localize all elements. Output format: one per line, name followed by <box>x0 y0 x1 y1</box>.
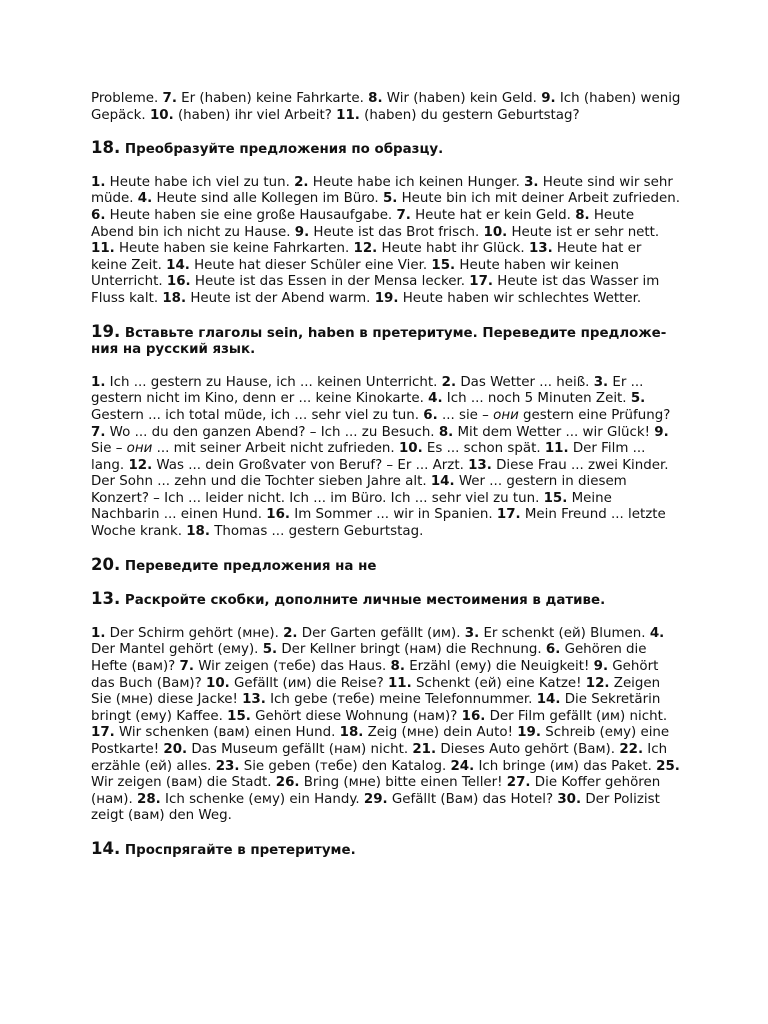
sentence-text: Er (haben) keine Fahrkarte. <box>176 91 369 106</box>
sentence-text: Heute sind wir sehr müde. <box>91 174 673 207</box>
sentence-text: Mein Freund ... letzte Woche krank. <box>91 507 666 540</box>
item-number: 2. <box>283 625 298 641</box>
sentence-text: Erzähl (ему) die Neuigkeit! <box>404 659 594 675</box>
sentence-text: Die Koffer gehören (нам). <box>91 775 661 807</box>
sentence-text: Es ... schon spät. <box>422 441 545 457</box>
item-number: 16. <box>266 507 290 523</box>
item-number: 9. <box>294 224 310 240</box>
item-number: 5. <box>262 642 278 658</box>
italic-gloss: они <box>126 441 153 457</box>
item-number: 18. <box>339 725 364 741</box>
exercise-title: Преобразуйте предложения по образцу. <box>124 142 444 158</box>
sentence-text: Heute ist das Brot frisch. <box>309 224 484 240</box>
item-number: 14. <box>166 257 190 273</box>
item-number: 5. <box>630 391 646 407</box>
item-number: 12. <box>128 457 153 473</box>
item-number: 10. <box>206 675 230 691</box>
block-spacer <box>91 159 681 175</box>
sentence-text: Heute sind alle Kollegen im Büro. <box>152 191 383 207</box>
item-number: 30. <box>557 791 582 807</box>
sentence-text: Zeig (мне) dein Auto! <box>363 725 518 741</box>
item-number: 7. <box>91 424 106 440</box>
item-number: 17. <box>469 274 493 290</box>
sentence-text: Bring (мне) bitte einen Teller! <box>299 775 507 791</box>
sentence-text: Zeigen Sie (мне) diese Jacke! <box>91 675 661 708</box>
sentence-text: Gefällt (Вам) das Hotel? <box>387 791 558 807</box>
item-number: 17. <box>496 507 521 523</box>
sentence-text: Der Mantel gehört (ему). <box>91 642 263 658</box>
sentence-text: Wir schenken (вам) einen Hund. <box>114 725 340 741</box>
item-number: 18. <box>186 524 210 540</box>
exercise-text <box>91 91 681 124</box>
item-number: 1. <box>91 625 106 641</box>
item-number: 13. <box>468 457 492 473</box>
item-number: 18. <box>162 290 187 306</box>
sentence-text: Mit dem Wetter ... wir Glück! <box>453 424 655 440</box>
item-number: 11. <box>91 241 115 257</box>
exercise-title: Переведите предложения на не <box>124 558 377 574</box>
sentence-text: Heute ist der Abend warm. <box>186 290 375 306</box>
item-number: 28. <box>137 791 161 807</box>
sentence-text: Ich (haben) wenig Gepäck. <box>91 91 681 123</box>
item-number: 3. <box>593 374 609 390</box>
item-number: 8. <box>438 424 454 440</box>
item-number: 12. <box>585 675 610 691</box>
item-number: 5. <box>382 191 398 207</box>
sentence-text: Heute ist er sehr nett. <box>507 224 660 240</box>
sentence-text: Heute habe ich keinen Hunger. <box>308 174 525 190</box>
item-number: 17. <box>91 725 115 741</box>
sentence-text: Heute hat dieser Schüler eine Vier. <box>189 257 432 273</box>
item-number: 9. <box>593 659 609 675</box>
sentence-text: ... sie – <box>437 407 494 423</box>
sentence-text: Der Schirm gehört (мне). <box>105 625 284 641</box>
item-number: 1. <box>91 174 106 190</box>
sentence-text: Heute haben sie eine große Hausaufgabe. <box>105 207 397 223</box>
sentence-text: Wer ... gestern in diesem Konzert? – Ich ... leider nicht. Ich ... im Büro. Ich ... sehr viel zu tun. <box>91 474 627 506</box>
sentence-text: Der Kellner bringt (нам) die Rechnung. <box>277 642 546 658</box>
exercise-number: 13. <box>91 589 121 609</box>
item-number: 10. <box>483 224 508 240</box>
italic-gloss: они <box>493 407 519 423</box>
item-number: 11. <box>544 441 569 457</box>
item-number: 8. <box>390 659 405 675</box>
block-spacer <box>91 308 681 324</box>
sentence-text: Der Garten gefällt (им). <box>297 625 465 641</box>
sentence-text: Im Sommer ... wir in Spanien. <box>290 507 497 523</box>
exercise-number: 14. <box>91 838 121 858</box>
exercise-number: 18. <box>91 138 121 158</box>
sentence-text: Heute haben sie keine Fahrkarten. <box>114 241 354 257</box>
sentence-text: Sie – <box>91 441 127 457</box>
item-number: 8. <box>368 91 383 106</box>
exercise-text <box>91 626 681 825</box>
sentence-text: Ich bringe (им) das Paket. <box>474 758 657 774</box>
item-number: 27. <box>506 775 531 791</box>
item-number: 19. <box>374 290 399 306</box>
item-number: 10. <box>149 107 174 123</box>
sentence-text: Ich gebe (тебе) meine Telefonnummer. <box>265 692 537 708</box>
sentence-text: Wir zeigen (вам) die Stadt. <box>91 775 276 791</box>
block-spacer <box>91 575 681 591</box>
item-number: 15. <box>227 708 251 724</box>
item-number: 13. <box>242 692 266 708</box>
sentence-text: Ich schenke (ему) ein Handy. <box>160 791 364 807</box>
sentence-text: Sie geben (тебе) den Katalog. <box>239 758 451 774</box>
exercise-text <box>91 375 681 541</box>
item-number: 23. <box>215 758 240 774</box>
item-number: 4. <box>428 391 443 407</box>
sentence-text: Gestern ... ich total müde, ich ... sehr viel zu tun. <box>91 407 424 423</box>
sentence-text: Schenkt (ей) eine Katze! <box>411 675 586 691</box>
item-number: 25. <box>656 758 680 774</box>
sentence-text: Heute habt ihr Glück. <box>377 241 529 257</box>
sentence-text: Der Polizist zeigt (вам) den Weg. <box>91 791 660 824</box>
item-number: 7. <box>179 659 194 675</box>
sentence-text: Das Wetter ... heiß. <box>456 374 594 390</box>
item-number: 2. <box>294 174 309 190</box>
item-number: 14. <box>536 692 561 708</box>
item-number: 3. <box>524 174 539 190</box>
sentence-text: Gehören die Hefte (вам)? <box>91 642 647 675</box>
sentence-text: (haben) du gestern Geburtstag? <box>359 107 580 123</box>
item-number: 15. <box>543 490 568 506</box>
item-number: 6. <box>423 407 438 423</box>
sentence-text: Wir (haben) kein Geld. <box>382 91 542 106</box>
sentence-text: Schreib (ему) eine Postkarte! <box>91 725 670 757</box>
sentence-text: (haben) ihr viel Arbeit? <box>173 107 337 123</box>
sentence-text: Meine Nachbarin ... einen Hund. <box>91 490 612 523</box>
sentence-text: Gefällt (им) die Reise? <box>229 675 388 691</box>
sentence-text: Probleme. <box>91 91 163 106</box>
exercise-number: 19. <box>91 321 121 341</box>
item-number: 19. <box>517 725 541 741</box>
item-number: 24. <box>450 758 475 774</box>
block-spacer <box>91 825 681 841</box>
item-number: 13. <box>528 241 553 257</box>
item-number: 26. <box>275 775 300 791</box>
item-number: 9. <box>654 424 669 440</box>
sentence-text: Dieses Auto gehört (Вам). <box>436 742 620 757</box>
sentence-text: Ich erzähle (ей) alles. <box>91 742 668 774</box>
exercise-heading <box>91 140 681 159</box>
item-number: 16. <box>166 274 191 290</box>
sentence-text: Heute Abend bin ich nicht zu Hause. <box>91 207 635 240</box>
sentence-text: Wir zeigen (тебе) das Haus. <box>193 659 391 675</box>
sentence-text: Heute haben wir schlechtes Wetter. <box>398 290 642 306</box>
block-spacer <box>91 359 681 375</box>
sentence-text: Heute hat er keine Zeit. <box>91 241 642 273</box>
item-number: 6. <box>91 207 106 223</box>
item-number: 7. <box>396 207 411 223</box>
sentence-text: Die Sekretärin bringt (ему) Kaffee. <box>91 692 661 724</box>
sentence-text: Der Film ... lang. <box>91 441 646 473</box>
item-number: 10. <box>398 441 423 457</box>
item-number: 16. <box>461 708 486 724</box>
item-number: 4. <box>649 625 665 641</box>
item-number: 2. <box>441 374 457 390</box>
sentence-text: Thomas ... gestern Geburtstag. <box>209 524 424 540</box>
item-number: 8. <box>575 207 590 223</box>
exercise-title: Раскройте скобки, дополните личные местоимения в дативе. <box>124 593 606 609</box>
exercise-heading <box>91 554 681 576</box>
item-number: 11. <box>336 107 360 123</box>
exercise-number: 20. <box>91 554 121 574</box>
sentence-text: Er schenkt (ей) Blumen. <box>479 625 650 641</box>
exercise-heading <box>91 591 681 610</box>
block-spacer <box>91 541 681 557</box>
sentence-text: Ich ... gestern zu Hause, ich ... keinen Unterricht. <box>105 374 442 390</box>
exercise-heading <box>91 838 681 860</box>
sentence-text: Das Museum gefällt (нам) nicht. <box>187 742 413 757</box>
block-spacer <box>91 610 681 626</box>
exercise-title: Вставьте глаголы sein, haben в претеритуме. Переведите предложе- ния на русский язык. <box>91 325 667 358</box>
sentence-text: Der Film gefällt (им) nicht. <box>485 708 668 724</box>
sentence-text: ... mit seiner Arbeit nicht zufrieden. <box>152 441 399 457</box>
sentence-text: Heute ist das Essen in der Mensa lecker. <box>190 274 470 290</box>
item-number: 15. <box>431 257 456 273</box>
sentence-text: Heute bin ich mit deiner Arbeit zufrieden. <box>397 191 680 207</box>
sentence-text: Heute ist das Wasser im Fluss kalt. <box>91 274 660 306</box>
sentence-text: Heute haben wir keinen Unterricht. <box>91 257 619 290</box>
exercise-heading <box>91 321 681 359</box>
sentence-text: Diese Frau ... zwei Kinder. Der Sohn ... zehn und die Tochter sieben Jahre alt. <box>91 457 669 490</box>
item-number: 11. <box>387 675 412 691</box>
sentence-text: Heute habe ich viel zu tun. <box>105 174 295 190</box>
item-number: 4. <box>137 191 153 207</box>
item-number: 29. <box>363 791 388 807</box>
item-number: 12. <box>353 241 378 257</box>
sentence-text: Heute hat er kein Geld. <box>410 207 576 223</box>
sentence-text: Gehört diese Wohnung (нам)? <box>250 708 462 724</box>
sentence-text: gestern eine Prüfung? <box>518 407 671 423</box>
item-number: 9. <box>541 91 556 106</box>
item-number: 21. <box>412 742 437 757</box>
item-number: 22. <box>619 742 644 757</box>
item-number: 14. <box>430 474 455 490</box>
item-number: 6. <box>545 642 561 658</box>
exercise-text <box>91 175 681 308</box>
item-number: 3. <box>464 625 480 641</box>
item-number: 20. <box>163 742 188 757</box>
exercise-title: Проспрягайте в претеритуме. <box>124 842 356 858</box>
document-page <box>91 91 681 860</box>
item-number: 7. <box>162 91 177 106</box>
item-number: 1. <box>91 374 106 390</box>
sentence-text: Er ... gestern nicht im Kino, denn er ... keine Kinokarte. <box>91 374 644 407</box>
sentence-text: Was ... dein Großvater von Beruf? – Er ... Arzt. <box>152 457 469 473</box>
sentence-text: Wo ... du den ganzen Abend? – Ich ... zu Besuch. <box>105 424 439 440</box>
block-spacer <box>91 124 681 140</box>
sentence-text: Ich ... noch 5 Minuten Zeit. <box>442 391 631 407</box>
sentence-text: Gehört das Buch (Вам)? <box>91 659 659 691</box>
